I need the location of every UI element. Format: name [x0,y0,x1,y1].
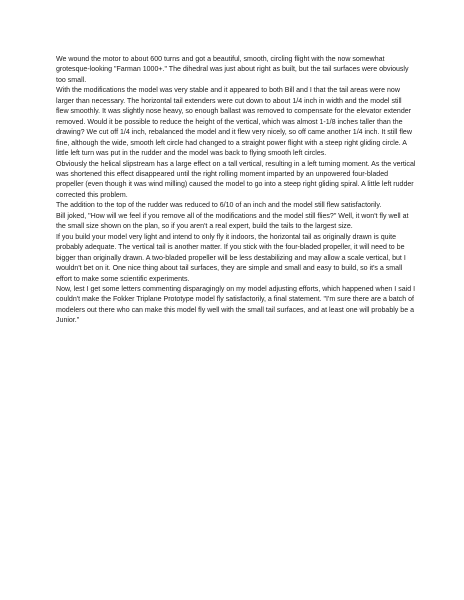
paragraph: Obviously the helical slipstream has a large effect on a tall vertical, resulting in a left turning moment. As the vertical was shortened this effect disappeared until the right rolling moment imparted by an unpowered four-bladed propeller (even though it was wind milling) caused the model to go into a steep right gliding spiral. A little left rudder corrected this problem. [56,160,416,199]
article-text [56,55,416,327]
paragraph: The addition to the top of the rudder was reduced to 6/10 of an inch and the model still flew satisfactorily. [56,202,382,210]
paragraph: If you build your model very light and intend to only fly it indoors, the horizontal tail as originally drawn is quite probably adequate. The vertical tail is another matter. If you stick with the four-bladed propeller, it will need to be bigger than originally drawn. A two-bladed propeller will be less destabilizing and may allow a scale vertical, but I wouldn't bet on it. One nice thing about tail surfaces, they are simple and small and easy to build, so it's a small effort to make some scientific experiments. [56,233,406,283]
paragraph: With the modifications the model was very stable and it appeared to both Bill and I that the tail areas were now larger than necessary. The horizontal tail extenders were cut down to about 1/4 inch in width and the model still flew smoothly. It was slightly nose heavy, so enough ballast was removed to compensate for the elevator extender removed. Would it be possible to reduce the height of the vertical, which was almost 1-1/8 inches taller than the drawing? We cut off 1/4 inch, rebalanced the model and it flew very nicely, so off came another 1/4 inch. It still flew fine, although the wide, smooth left circle had changed to a straight power flight with a steep right gliding circle. A little left turn was put in the rudder and the model was back to flying smooth left circles. [56,87,412,158]
paragraph: We wound the motor to about 600 turns and got a beautiful, smooth, circling flight with the now somewhat grotesque-looking "Farman 1000+." The dihedral was just about right as built, but the tail surfaces were obviously too small. [56,56,409,84]
paragraph: Bill joked, "How will we feel if you remove all of the modifications and the model still flies?" Well, it won't fly well at the small size shown on the plan, so if you aren't a real expert, build the tails to the largest size. [56,212,409,231]
paragraph: Now, lest I get some letters commenting disparagingly on my model adjusting efforts, which happened when I said I couldn't make the Fokker Triplane Prototype model fly satisfactorily, a final statement. "I'm sure there are a batch of modelers out there who can make this model fly well with the small tail surfaces, and at least one will probably be a Junior." [56,285,416,325]
